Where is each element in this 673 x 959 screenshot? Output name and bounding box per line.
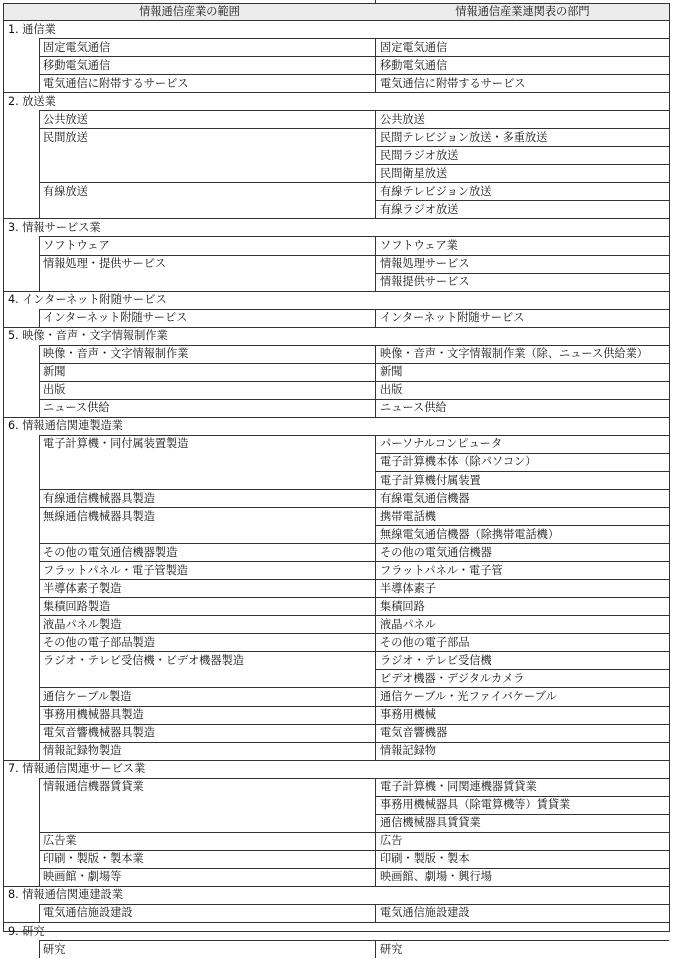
sector-cell: ソフトウェア業 [380, 238, 458, 252]
sector-cell: 情報提供サービス [380, 275, 470, 289]
range-cell: 移動電気通信 [43, 58, 111, 72]
range-cell: 民間放送 [43, 130, 88, 144]
category-label: 2. 放送業 [8, 94, 56, 108]
sector-cell: 移動電気通信 [380, 58, 448, 72]
range-cell: 固定電気通信 [43, 40, 111, 54]
column-rule [375, 940, 376, 958]
sector-cell: ラジオ・テレビ受信機 [380, 653, 492, 667]
range-cell: 情報処理・提供サービス [43, 257, 167, 271]
range-cell: 有線通信機械器具製造 [43, 491, 155, 505]
sector-cell: 電子計算機付属装置 [380, 473, 481, 487]
sector-cell: 出版 [380, 383, 403, 397]
indent-rule [39, 309, 40, 327]
category-label: 9. 研究 [8, 924, 45, 938]
range-cell: 半導体素子製造 [43, 581, 122, 595]
range-cell: 映画館・劇場等 [43, 870, 122, 884]
range-cell: 集積回路製造 [43, 599, 111, 613]
column-rule [375, 309, 376, 327]
sector-correspondence-table [3, 3, 670, 956]
range-cell: 無線通信機械器具製造 [43, 509, 155, 523]
sector-cell: 集積回路 [380, 599, 425, 613]
category-label: 4. インターネット附随サービス [8, 293, 167, 307]
range-cell: ニュース供給 [43, 401, 110, 415]
sector-cell: 民間ラジオ放送 [380, 148, 459, 162]
sector-cell: 映画館、劇場・興行場 [380, 870, 492, 884]
sector-cell: ビデオ機器・デジタルカメラ [380, 671, 525, 685]
range-cell: 研究 [43, 942, 66, 956]
range-cell: 液晶パネル製造 [43, 617, 122, 631]
sector-cell: 印刷・製版・製本 [380, 852, 470, 866]
range-cell: 事務用機械器具製造 [43, 708, 144, 722]
category-label: 1. 通信業 [8, 22, 56, 36]
sector-cell: インターネット附随サービス [380, 311, 525, 325]
column-rule [375, 904, 376, 922]
sector-cell: 電子計算機本体（除パソコン） [380, 455, 537, 469]
sector-cell: 携帯電話機 [380, 509, 436, 523]
sector-cell: 固定電気通信 [380, 40, 448, 54]
sector-cell: 半導体素子 [380, 581, 436, 595]
sector-cell: 研究 [380, 942, 403, 956]
sector-cell: 映像・音声・文字情報制作業（除、ニュース供給業） [380, 347, 648, 361]
indent-rule [39, 345, 40, 417]
range-cell: ソフトウェア [43, 238, 110, 252]
indent-rule [39, 904, 40, 922]
range-cell: インターネット附随サービス [43, 311, 188, 325]
sector-cell: 電子計算機・同関連機器賃貸業 [380, 780, 537, 794]
sector-cell: 無線電気通信機器（除携帯電話機） [380, 527, 560, 541]
indent-rule [39, 778, 40, 886]
range-cell: 電子計算機・同付属装置製造 [43, 437, 189, 451]
sector-cell: 情報記録物 [380, 744, 436, 758]
sector-cell: パーソナルコンピュータ [380, 437, 503, 451]
range-cell: 情報通信機器賃貸業 [43, 780, 144, 794]
indent-rule [39, 110, 40, 218]
sector-cell: 有線テレビジョン放送 [380, 184, 492, 198]
column-rule [375, 38, 376, 92]
indent-rule [39, 236, 40, 290]
sector-cell: 通信機械器具賃貸業 [380, 816, 481, 830]
sector-cell: その他の電気通信機器 [380, 545, 492, 559]
sector-cell: 民間テレビジョン放送・多重放送 [380, 130, 548, 144]
range-cell: 新聞 [43, 365, 66, 379]
column-rule [375, 236, 376, 290]
sector-cell: 電気音響機器 [380, 726, 448, 740]
header-right: 情報通信産業連関表の部門 [455, 5, 590, 18]
sector-cell: 電気通信に附帯するサービス [380, 76, 526, 90]
category-label: 5. 映像・音声・文字情報制作業 [8, 329, 168, 343]
category-label: 3. 情報サービス業 [8, 220, 101, 234]
range-cell: 広告業 [43, 834, 77, 848]
sector-cell: フラットパネル・電子管 [380, 563, 503, 577]
range-cell: フラットパネル・電子管製造 [43, 563, 188, 577]
column-rule [375, 110, 376, 218]
range-cell: 公共放送 [43, 112, 88, 126]
range-cell: 情報記録物製造 [43, 744, 122, 758]
header-column-rule [375, 0, 376, 4]
category-label: 8. 情報通信関連建設業 [8, 888, 123, 902]
sector-cell: 民間衛星放送 [380, 166, 448, 180]
column-rule [375, 345, 376, 417]
range-cell: 印刷・製版・製本業 [43, 852, 144, 866]
column-rule [375, 778, 376, 886]
sector-cell: 事務用機械器具（除電算機等）賃貸業 [380, 798, 571, 812]
sector-cell: 液晶パネル [380, 617, 436, 631]
sector-cell: 情報処理サービス [380, 257, 470, 271]
sector-cell: 有線電気通信機器 [380, 491, 470, 505]
range-cell: 出版 [43, 383, 66, 397]
range-cell: 有線放送 [43, 184, 88, 198]
sector-cell: 新聞 [380, 365, 403, 379]
range-cell: 通信ケーブル製造 [43, 689, 132, 703]
indent-rule [39, 940, 40, 958]
range-cell: その他の電気通信機器製造 [43, 545, 178, 559]
sector-cell: ニュース供給 [380, 401, 447, 415]
range-cell: ラジオ・テレビ受信機・ビデオ機器製造 [43, 653, 244, 667]
range-cell: 映像・音声・文字情報制作業 [43, 347, 189, 361]
range-cell: その他の電子部品製造 [43, 635, 155, 649]
category-label: 6. 情報通信関連製造業 [8, 419, 123, 433]
range-cell: 電気音響機械器具製造 [43, 726, 155, 740]
sector-cell: その他の電子部品 [380, 635, 470, 649]
indent-rule [39, 435, 40, 760]
sector-cell: 通信ケーブル・光ファイバケーブル [380, 689, 557, 703]
table-header [4, 4, 669, 21]
sector-cell: 広告 [380, 834, 403, 848]
sector-cell: 電気通信施設建設 [380, 906, 470, 920]
header-left: 情報通信産業の範囲 [139, 5, 240, 18]
category-label: 7. 情報通信関連サービス業 [8, 762, 146, 776]
range-cell: 電気通信に附帯するサービス [43, 76, 189, 90]
column-rule [375, 435, 376, 760]
sector-cell: 事務用機械 [380, 708, 436, 722]
sector-cell: 有線ラジオ放送 [380, 202, 459, 216]
sector-cell: 公共放送 [380, 112, 425, 126]
indent-rule [39, 38, 40, 92]
range-cell: 電気通信施設建設 [43, 906, 133, 920]
